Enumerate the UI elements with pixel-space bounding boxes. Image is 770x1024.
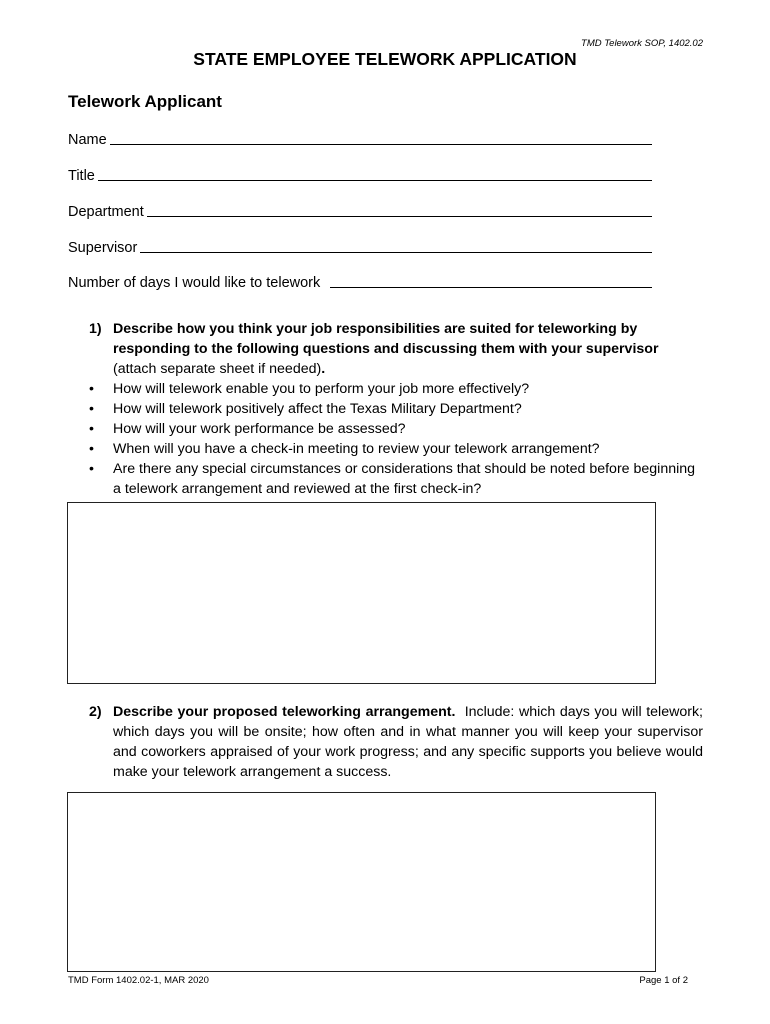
- question-1-prompt: [113, 319, 703, 379]
- question-2: [68, 702, 703, 782]
- question-1-answer-box[interactable]: [67, 502, 656, 684]
- list-item: [68, 419, 703, 439]
- sop-reference: TMD Telework SOP, 1402.02: [581, 38, 703, 49]
- bullet-icon: •: [89, 461, 94, 477]
- department-input-line[interactable]: [147, 216, 652, 217]
- list-item: [68, 379, 703, 399]
- name-label: Name: [68, 132, 107, 148]
- list-item: [68, 459, 703, 499]
- bullet-text: When will you have a check-in meeting to review your telework arrangement?: [113, 441, 600, 457]
- question-1-number: 1): [89, 321, 102, 337]
- supervisor-field[interactable]: [68, 236, 652, 256]
- telework-days-label: Number of days I would like to telework: [68, 275, 321, 291]
- question-1-bullet-list: [68, 379, 703, 499]
- question-2-number: 2): [89, 704, 102, 720]
- title-input-line[interactable]: [98, 180, 652, 181]
- bullet-text: How will telework positively affect the Texas Military Department?: [113, 401, 522, 417]
- supervisor-input-line[interactable]: [140, 252, 652, 253]
- question-1: [68, 319, 703, 499]
- bullet-icon: •: [89, 381, 94, 397]
- question-2-prompt: [113, 702, 703, 782]
- question-2-prompt-rest: Include: which days you will telework; which days you will be onsite; how often and in what manner you will keep your supervisor and coworkers appraised of your work progress; and any specific supports you believe would make your telework arrangement a success.: [113, 704, 703, 780]
- list-item: [68, 399, 703, 419]
- name-field[interactable]: [68, 128, 652, 148]
- form-id: TMD Form 1402.02-1, MAR 2020: [68, 975, 209, 986]
- question-2-answer-box[interactable]: [67, 792, 656, 972]
- question-1-prompt-bold: Describe how you think your job responsibilities are suited for teleworking by responding to the following questions and discussing them with your supervisor: [113, 321, 659, 357]
- telework-days-input-line[interactable]: [330, 287, 652, 288]
- title-field[interactable]: [68, 164, 652, 184]
- document-title: STATE EMPLOYEE TELEWORK APPLICATION: [193, 49, 577, 69]
- question-1-prompt-note: (attach separate sheet if needed): [113, 361, 322, 377]
- list-item: [68, 439, 703, 459]
- bullet-text: Are there any special circumstances or considerations that should be noted before beginning a telework arrangement and reviewed at the first check-in?: [113, 461, 696, 497]
- bullet-icon: •: [89, 401, 94, 417]
- telework-days-field[interactable]: [68, 271, 652, 291]
- bullet-icon: •: [89, 441, 94, 457]
- bullet-text: How will your work performance be assessed?: [113, 421, 406, 437]
- page-number: Page 1 of 2: [639, 975, 688, 986]
- department-label: Department: [68, 204, 144, 220]
- supervisor-label: Supervisor: [68, 240, 138, 256]
- title-label: Title: [68, 168, 95, 184]
- bullet-icon: •: [89, 421, 94, 437]
- question-2-prompt-bold: Describe your proposed teleworking arrangement.: [113, 704, 456, 720]
- name-input-line[interactable]: [110, 144, 652, 145]
- applicant-section-heading: Telework Applicant: [68, 92, 222, 111]
- question-1-prompt-end: .: [321, 361, 326, 377]
- department-field[interactable]: [68, 200, 652, 220]
- bullet-text: How will telework enable you to perform your job more effectively?: [113, 381, 530, 397]
